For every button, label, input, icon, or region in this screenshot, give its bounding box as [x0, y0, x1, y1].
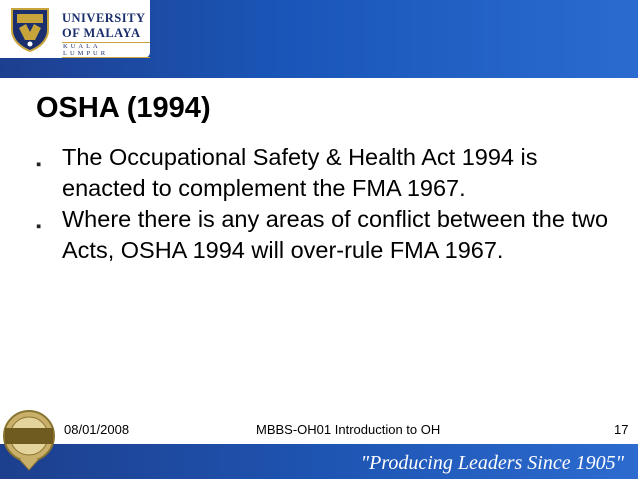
footer-course-title: MBBS-OH01 Introduction to OH: [256, 422, 441, 437]
bullet-item: [34, 204, 624, 266]
university-location: KUALA LUMPUR: [62, 42, 150, 58]
bullet-text: Where there is any areas of conflict between the two Acts, OSHA 1994 will over-rule FMA 1967.: [62, 206, 609, 263]
square-bullet-icon: ▪: [36, 218, 42, 235]
slide-title: OSHA (1994): [36, 92, 211, 124]
university-name-line2: OF MALAYA: [62, 26, 141, 40]
bullet-list: [34, 142, 624, 266]
footer-date: 08/01/2008: [64, 422, 130, 437]
university-crest-icon: [8, 6, 52, 52]
slide-number: 17: [614, 422, 629, 437]
trusted-brand-seal-icon: [2, 404, 56, 474]
university-name-line1: UNIVERSITY: [62, 11, 146, 25]
university-logo: [0, 0, 150, 58]
bullet-text: The Occupational Safety & Health Act 1994 is enacted to complement the FMA 1967.: [62, 144, 538, 201]
university-tagline: "Producing Leaders Since 1905": [360, 452, 624, 474]
bullet-item: [34, 142, 624, 204]
square-bullet-icon: ▪: [36, 156, 42, 173]
